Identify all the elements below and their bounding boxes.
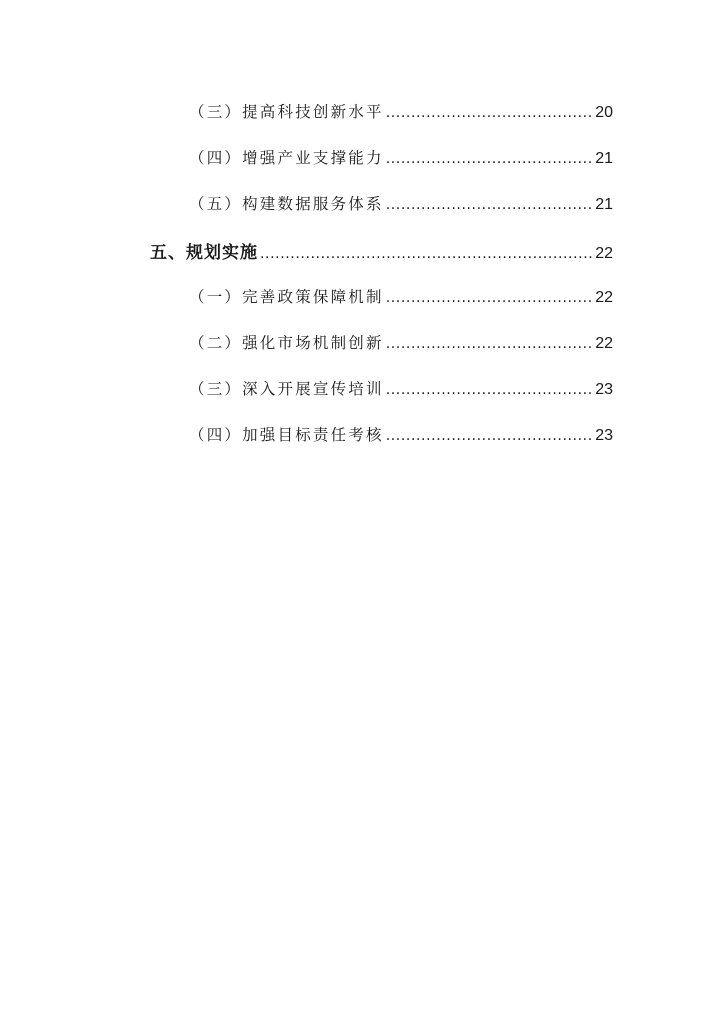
toc-entry[interactable]: [189, 192, 613, 214]
dot-leader: [260, 246, 593, 262]
toc-entry-page: 23: [595, 381, 613, 398]
dot-leader: [386, 382, 594, 398]
toc-entry-title: （五）构建数据服务体系: [189, 195, 384, 213]
toc-entry-title: （三）深入开展宣传培训: [189, 380, 384, 398]
toc-entry[interactable]: [189, 285, 613, 307]
dot-leader: [386, 197, 594, 213]
toc-entry-title: （三）提高科技创新水平: [189, 103, 384, 121]
toc-entry[interactable]: [189, 100, 613, 122]
toc-entry-page: 22: [595, 289, 613, 306]
toc-entry-page: 21: [595, 150, 613, 167]
dot-leader: [386, 428, 594, 444]
toc-section-title: 五、规划实施: [150, 243, 258, 263]
toc-entry[interactable]: [189, 423, 613, 445]
dot-leader: [386, 151, 594, 167]
toc-entry-title: （四）增强产业支撑能力: [189, 149, 384, 167]
toc-entry-page: 20: [595, 104, 613, 121]
toc-entry-page: 22: [595, 245, 613, 262]
dot-leader: [386, 336, 594, 352]
toc-entry[interactable]: [189, 331, 613, 353]
toc-entry-title: （二）强化市场机制创新: [189, 334, 384, 352]
toc-entry-page: 22: [595, 335, 613, 352]
dot-leader: [386, 105, 594, 121]
toc-entry[interactable]: [189, 146, 613, 168]
toc-entry-page: 23: [595, 427, 613, 444]
toc-entry-page: 21: [595, 196, 613, 213]
toc-entry-title: （一）完善政策保障机制: [189, 288, 384, 306]
toc-entry[interactable]: [189, 377, 613, 399]
dot-leader: [386, 290, 594, 306]
toc-entry-title: （四）加强目标责任考核: [189, 426, 384, 444]
toc-section-entry[interactable]: [150, 238, 613, 263]
